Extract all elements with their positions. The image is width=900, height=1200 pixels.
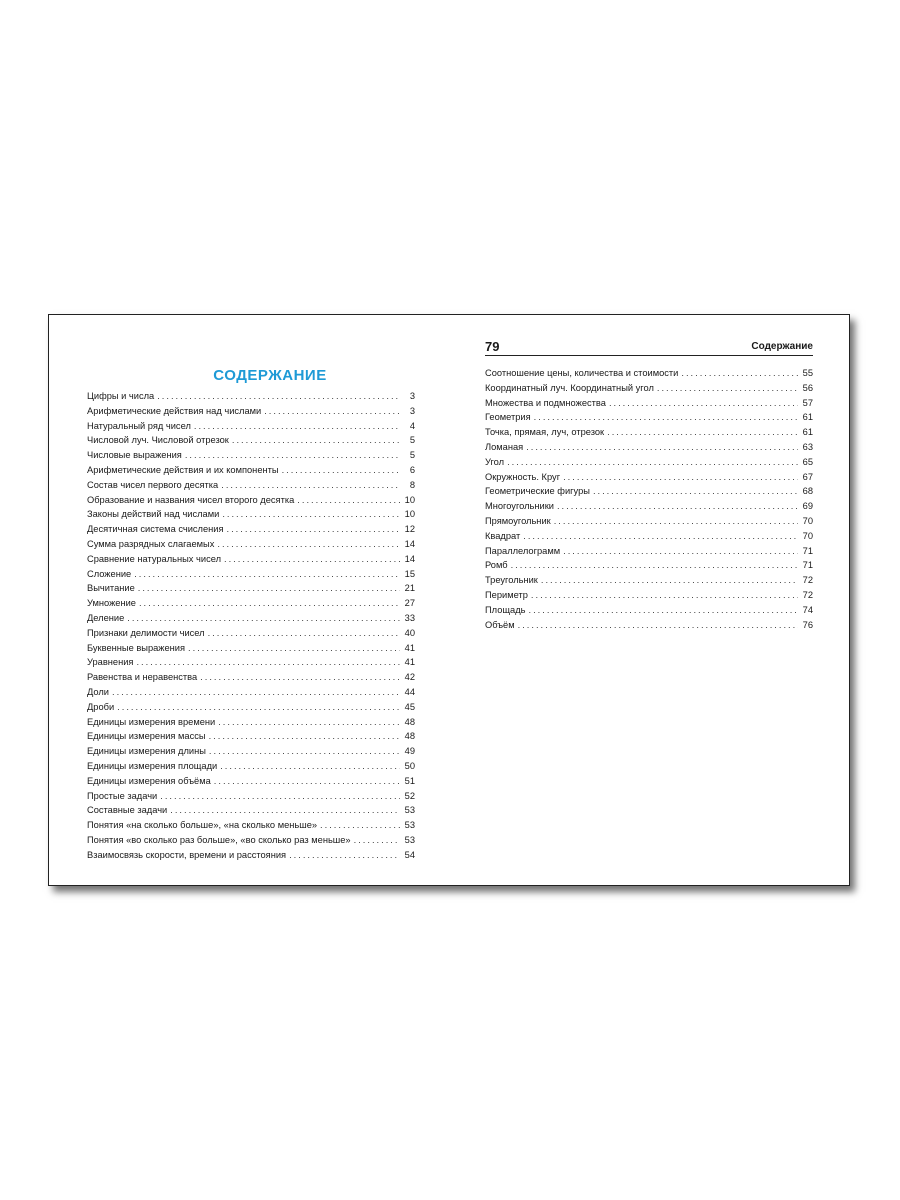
toc-entry[interactable] bbox=[87, 507, 415, 522]
toc-entry-title: Законы действий над числами bbox=[87, 509, 220, 520]
running-header-title: Содержание bbox=[751, 341, 813, 352]
dot-leader bbox=[220, 759, 400, 774]
dot-leader bbox=[518, 618, 798, 633]
toc-entry-title: Десятичная система счисления bbox=[87, 524, 224, 535]
toc-entry[interactable] bbox=[87, 611, 415, 626]
toc-list-right bbox=[485, 366, 813, 632]
toc-entry-page: 14 bbox=[404, 553, 415, 564]
toc-entry[interactable] bbox=[485, 618, 813, 633]
page-number: 79 bbox=[485, 339, 500, 354]
toc-entry-page: 67 bbox=[802, 471, 813, 482]
toc-entry-title: Умножение bbox=[87, 598, 136, 609]
toc-entry-title: Соотношение цены, количества и стоимости bbox=[485, 368, 679, 378]
toc-entry[interactable] bbox=[87, 789, 415, 804]
toc-entry[interactable] bbox=[87, 448, 415, 463]
toc-entry-page: 76 bbox=[802, 619, 813, 630]
toc-entry-page: 44 bbox=[404, 686, 415, 697]
dot-leader bbox=[528, 603, 798, 618]
toc-entry[interactable] bbox=[87, 493, 415, 508]
toc-entry[interactable] bbox=[87, 774, 415, 789]
toc-entry[interactable] bbox=[87, 685, 415, 700]
dot-leader bbox=[138, 581, 400, 596]
toc-entry[interactable] bbox=[485, 588, 813, 603]
dot-leader bbox=[609, 396, 798, 411]
toc-entry-page: 14 bbox=[404, 538, 415, 549]
toc-entry[interactable] bbox=[87, 848, 415, 863]
dot-leader bbox=[194, 419, 400, 434]
toc-entry-title: Координатный луч. Координатный угол bbox=[485, 382, 654, 393]
toc-entry[interactable] bbox=[485, 499, 813, 514]
toc-entry-title: Натуральный ряд чисел bbox=[87, 420, 191, 431]
toc-entry[interactable] bbox=[87, 522, 415, 537]
toc-entry-title: Равенства и неравенства bbox=[87, 672, 198, 683]
dot-leader bbox=[185, 448, 400, 463]
toc-entry-title: Цифры и числа bbox=[87, 391, 155, 401]
toc-entry-title: Треугольник bbox=[485, 575, 538, 586]
toc-entry[interactable] bbox=[485, 529, 813, 544]
dot-leader bbox=[208, 626, 400, 641]
toc-entry-page: 10 bbox=[404, 494, 415, 505]
toc-entry-page: 27 bbox=[404, 598, 415, 609]
dot-leader bbox=[320, 818, 400, 833]
toc-entry-page: 42 bbox=[404, 672, 415, 683]
dot-leader bbox=[209, 729, 400, 744]
running-header bbox=[485, 339, 813, 356]
toc-entry-page: 68 bbox=[802, 486, 813, 497]
toc-entry-page: 12 bbox=[404, 524, 415, 535]
toc-entry-page: 10 bbox=[404, 509, 415, 520]
dot-leader bbox=[160, 789, 400, 804]
toc-entry[interactable] bbox=[87, 803, 415, 818]
toc-entry-page: 53 bbox=[404, 820, 415, 831]
dot-leader bbox=[557, 499, 798, 514]
toc-entry[interactable] bbox=[87, 463, 415, 478]
toc-entry-title: Сложение bbox=[87, 568, 132, 579]
toc-entry-page: 40 bbox=[404, 627, 415, 638]
dot-leader bbox=[264, 404, 400, 419]
toc-entry-title: Буквенные выражения bbox=[87, 642, 186, 653]
toc-entry[interactable] bbox=[87, 552, 415, 567]
toc-entry-title: Ромб bbox=[485, 560, 508, 571]
toc-entry-page: 52 bbox=[404, 790, 415, 801]
toc-entry-page: 21 bbox=[404, 583, 415, 594]
toc-entry-page: 41 bbox=[404, 642, 415, 653]
toc-entry-title: Единицы измерения времени bbox=[87, 716, 216, 727]
dot-leader bbox=[224, 552, 400, 567]
toc-entry-page: 6 bbox=[409, 464, 415, 475]
toc-entry-page: 33 bbox=[404, 612, 415, 623]
toc-entry-page: 50 bbox=[404, 760, 415, 771]
toc-list-left bbox=[87, 389, 415, 863]
toc-entry-page: 15 bbox=[404, 568, 415, 579]
toc-entry-title: Взаимосвязь скорости, времени и расстояния bbox=[87, 849, 287, 860]
toc-entry-page: 45 bbox=[404, 701, 415, 712]
toc-entry[interactable] bbox=[485, 484, 813, 499]
dot-leader bbox=[157, 389, 400, 404]
toc-entry[interactable] bbox=[87, 759, 415, 774]
toc-entry-title: Квадрат bbox=[485, 530, 521, 541]
toc-entry[interactable] bbox=[485, 440, 813, 455]
toc-entry-title: Сумма разрядных слагаемых bbox=[87, 538, 215, 549]
dot-leader bbox=[563, 544, 798, 559]
toc-entry-page: 54 bbox=[404, 849, 415, 860]
toc-entry-title: Арифметические действия над числами bbox=[87, 405, 262, 416]
toc-entry-page: 57 bbox=[802, 397, 813, 408]
toc-entry-title: Составные задачи bbox=[87, 805, 168, 816]
toc-entry-title: Периметр bbox=[485, 589, 528, 600]
toc-entry[interactable] bbox=[87, 581, 415, 596]
dot-leader bbox=[593, 484, 798, 499]
toc-entry-title: Точка, прямая, луч, отрезок bbox=[485, 427, 605, 438]
toc-entry[interactable] bbox=[87, 537, 415, 552]
dot-leader bbox=[554, 514, 798, 529]
toc-entry[interactable] bbox=[87, 419, 415, 434]
toc-entry-page: 5 bbox=[409, 450, 415, 461]
toc-entry-title: Понятия «на сколько больше», «на сколько меньше» bbox=[87, 820, 318, 831]
toc-entry[interactable] bbox=[87, 478, 415, 493]
dot-leader bbox=[222, 507, 400, 522]
toc-entry[interactable] bbox=[87, 389, 415, 404]
toc-entry-title: Состав чисел первого десятка bbox=[87, 479, 219, 490]
toc-entry[interactable] bbox=[485, 573, 813, 588]
toc-entry-title: Единицы измерения длины bbox=[87, 746, 206, 757]
dot-leader bbox=[218, 715, 400, 730]
dot-leader bbox=[214, 774, 400, 789]
left-page bbox=[49, 315, 449, 885]
toc-entry-title: Простые задачи bbox=[87, 790, 158, 801]
toc-entry-page: 69 bbox=[802, 501, 813, 512]
toc-entry[interactable] bbox=[87, 626, 415, 641]
dot-leader bbox=[681, 366, 798, 381]
toc-entry-title: Числовые выражения bbox=[87, 450, 182, 461]
toc-entry[interactable] bbox=[87, 818, 415, 833]
toc-entry-page: 53 bbox=[404, 805, 415, 816]
toc-entry-title: Геометрические фигуры bbox=[485, 486, 590, 497]
toc-entry-page: 48 bbox=[404, 716, 415, 727]
toc-entry[interactable] bbox=[485, 558, 813, 573]
toc-entry[interactable] bbox=[485, 455, 813, 470]
toc-entry-title: Доли bbox=[87, 686, 109, 697]
toc-entry[interactable] bbox=[87, 729, 415, 744]
toc-entry[interactable] bbox=[87, 715, 415, 730]
toc-entry[interactable] bbox=[485, 603, 813, 618]
dot-leader bbox=[563, 470, 798, 485]
dot-leader bbox=[523, 529, 798, 544]
toc-entry[interactable] bbox=[87, 596, 415, 611]
toc-entry-title: Многоугольники bbox=[485, 501, 554, 512]
dot-leader bbox=[541, 573, 798, 588]
toc-entry-page: 48 bbox=[404, 731, 415, 742]
toc-entry-page: 70 bbox=[802, 515, 813, 526]
toc-entry[interactable] bbox=[485, 366, 813, 381]
dot-leader bbox=[526, 440, 798, 455]
dot-leader bbox=[232, 433, 400, 448]
toc-entry-page: 3 bbox=[409, 405, 415, 416]
dot-leader bbox=[134, 567, 400, 582]
dot-leader bbox=[297, 493, 400, 508]
toc-entry-page: 41 bbox=[404, 657, 415, 668]
toc-entry-page: 4 bbox=[409, 420, 415, 431]
dot-leader bbox=[127, 611, 400, 626]
toc-entry-page: 8 bbox=[409, 479, 415, 490]
toc-entry-title: Угол bbox=[485, 456, 505, 467]
toc-entry-page: 72 bbox=[802, 589, 813, 600]
dot-leader bbox=[200, 670, 400, 685]
toc-entry-page: 61 bbox=[802, 427, 813, 438]
toc-entry[interactable] bbox=[485, 425, 813, 440]
toc-entry-page: 71 bbox=[802, 545, 813, 556]
toc-entry-page: 70 bbox=[802, 530, 813, 541]
toc-entry-page: 49 bbox=[404, 746, 415, 757]
dot-leader bbox=[282, 463, 400, 478]
dot-leader bbox=[221, 478, 400, 493]
toc-entry[interactable] bbox=[87, 404, 415, 419]
toc-entry-title: Вычитание bbox=[87, 583, 135, 594]
dot-leader bbox=[188, 641, 400, 656]
dot-leader bbox=[136, 655, 400, 670]
toc-entry-title: Геометрия bbox=[485, 412, 531, 423]
toc-entry[interactable] bbox=[87, 670, 415, 685]
toc-entry[interactable] bbox=[87, 700, 415, 715]
toc-entry-title: Уравнения bbox=[87, 657, 134, 668]
toc-entry-title: Образование и названия чисел второго десятка bbox=[87, 494, 295, 505]
toc-entry-title: Сравнение натуральных чисел bbox=[87, 553, 222, 564]
dot-leader bbox=[112, 685, 400, 700]
toc-entry[interactable] bbox=[87, 641, 415, 656]
toc-entry-title: Арифметические действия и их компоненты bbox=[87, 464, 279, 475]
toc-entry-title: Параллелограмм bbox=[485, 545, 561, 556]
dot-leader bbox=[117, 700, 400, 715]
dot-leader bbox=[534, 410, 798, 425]
toc-entry-title: Прямоугольник bbox=[485, 515, 551, 526]
toc-entry-title: Объём bbox=[485, 619, 515, 630]
toc-entry[interactable] bbox=[485, 514, 813, 529]
dot-leader bbox=[139, 596, 400, 611]
toc-entry[interactable] bbox=[485, 396, 813, 411]
toc-entry-title: Площадь bbox=[485, 604, 526, 615]
toc-entry[interactable] bbox=[87, 655, 415, 670]
toc-entry-title: Окружность. Круг bbox=[485, 471, 561, 482]
dot-leader bbox=[531, 588, 798, 603]
toc-entry-page: 53 bbox=[404, 834, 415, 845]
toc-title: СОДЕРЖАНИЕ bbox=[213, 367, 327, 384]
dot-leader bbox=[170, 803, 400, 818]
toc-entry[interactable] bbox=[485, 410, 813, 425]
toc-entry-page: 61 bbox=[802, 412, 813, 423]
toc-entry-page: 51 bbox=[404, 775, 415, 786]
toc-entry[interactable] bbox=[485, 381, 813, 396]
toc-entry-page: 5 bbox=[409, 435, 415, 446]
toc-entry-title: Деление bbox=[87, 612, 125, 623]
dot-leader bbox=[511, 558, 798, 573]
toc-entry-page: 55 bbox=[802, 368, 813, 378]
dot-leader bbox=[607, 425, 798, 440]
toc-entry-title: Множества и подмножества bbox=[485, 397, 606, 408]
toc-entry-title: Единицы измерения объёма bbox=[87, 775, 211, 786]
dot-leader bbox=[227, 522, 400, 537]
toc-entry-page: 74 bbox=[802, 604, 813, 615]
toc-entry-title: Единицы измерения массы bbox=[87, 731, 206, 742]
toc-entry[interactable] bbox=[485, 544, 813, 559]
toc-entry[interactable] bbox=[87, 833, 415, 848]
toc-entry-title: Ломаная bbox=[485, 441, 524, 452]
toc-entry-page: 71 bbox=[802, 560, 813, 571]
right-page bbox=[449, 315, 849, 885]
dot-leader bbox=[657, 381, 798, 396]
toc-entry-page: 56 bbox=[802, 382, 813, 393]
toc-entry-page: 65 bbox=[802, 456, 813, 467]
toc-entry[interactable] bbox=[485, 470, 813, 485]
toc-entry-title: Понятия «во сколько раз больше», «во сколько раз меньше» bbox=[87, 834, 351, 845]
toc-entry[interactable] bbox=[87, 567, 415, 582]
toc-entry-page: 3 bbox=[409, 391, 415, 401]
book-spread bbox=[48, 314, 850, 886]
dot-leader bbox=[354, 833, 400, 848]
toc-entry-title: Числовой луч. Числовой отрезок bbox=[87, 435, 229, 446]
dot-leader bbox=[507, 455, 798, 470]
toc-entry-title: Дроби bbox=[87, 701, 115, 712]
dot-leader bbox=[209, 744, 400, 759]
dot-leader bbox=[289, 848, 400, 863]
toc-entry-page: 72 bbox=[802, 575, 813, 586]
dot-leader bbox=[217, 537, 400, 552]
toc-entry-page: 63 bbox=[802, 441, 813, 452]
toc-entry[interactable] bbox=[87, 433, 415, 448]
toc-entry[interactable] bbox=[87, 744, 415, 759]
toc-entry-title: Признаки делимости чисел bbox=[87, 627, 205, 638]
toc-entry-title: Единицы измерения площади bbox=[87, 760, 218, 771]
